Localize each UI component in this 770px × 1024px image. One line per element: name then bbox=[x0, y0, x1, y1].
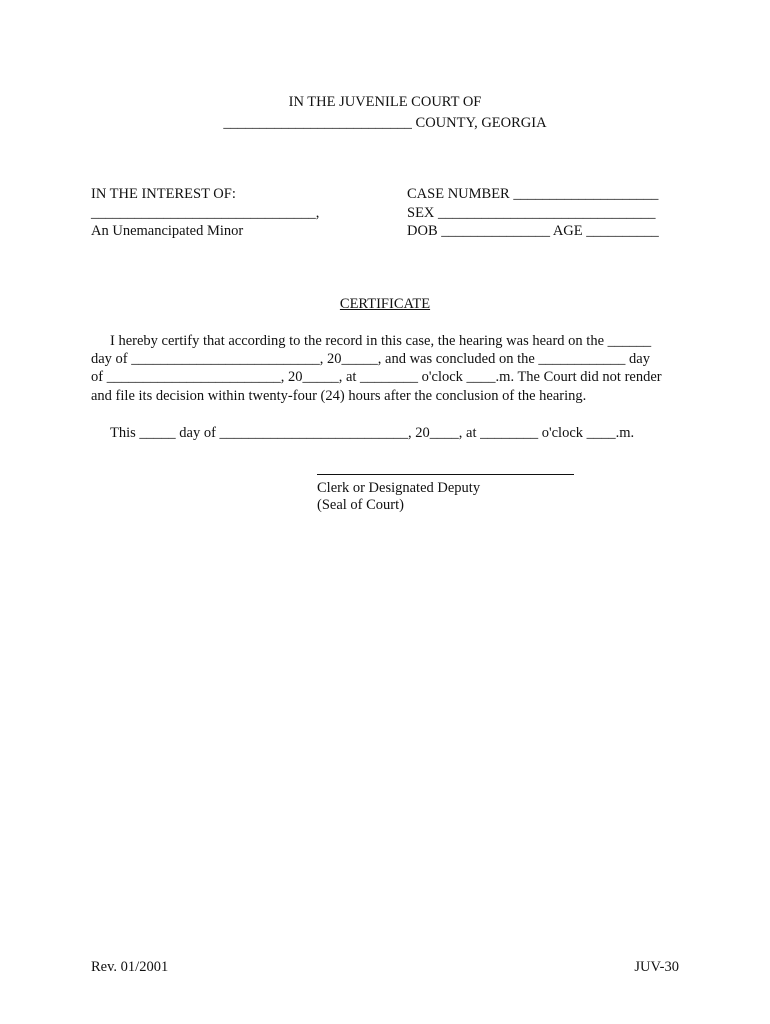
certificate-body-line: day of __________________________, 20_____, and was concluded on the ____________ day bbox=[91, 351, 650, 367]
dob-age-field: DOB _______________ AGE __________ bbox=[407, 223, 659, 239]
interest-label: IN THE INTEREST OF: bbox=[91, 186, 236, 202]
certificate-body-line: I hereby certify that according to the record in this case, the hearing was heard on the ______ bbox=[110, 333, 652, 349]
case-number-field: CASE NUMBER ____________________ bbox=[407, 186, 659, 202]
minor-label: An Unemancipated Minor bbox=[91, 223, 244, 239]
child-name-line: _______________________________, bbox=[91, 205, 320, 221]
dated-line: This _____ day of __________________________, 20____, at ________ o'clock ____.m. bbox=[110, 425, 635, 441]
sex-field: SEX ______________________________ bbox=[407, 205, 656, 221]
certificate-title: CERTIFICATE bbox=[339, 296, 431, 312]
county-line: __________________________ COUNTY, GEORGIA bbox=[223, 115, 547, 131]
form-number: JUV-30 bbox=[634, 959, 679, 975]
certificate-body-line: of ________________________, 20_____, at ________ o'clock ____.m. The Court did not render bbox=[91, 369, 662, 385]
seal-label: (Seal of Court) bbox=[317, 497, 404, 513]
certificate-body-line: and file its decision within twenty-four (24) hours after the conclusion of the hearing. bbox=[91, 388, 587, 404]
revision-label: Rev. 01/2001 bbox=[91, 959, 169, 975]
clerk-label: Clerk or Designated Deputy bbox=[317, 480, 481, 496]
court-name: IN THE JUVENILE COURT OF bbox=[288, 94, 482, 110]
signature-line bbox=[317, 474, 574, 475]
